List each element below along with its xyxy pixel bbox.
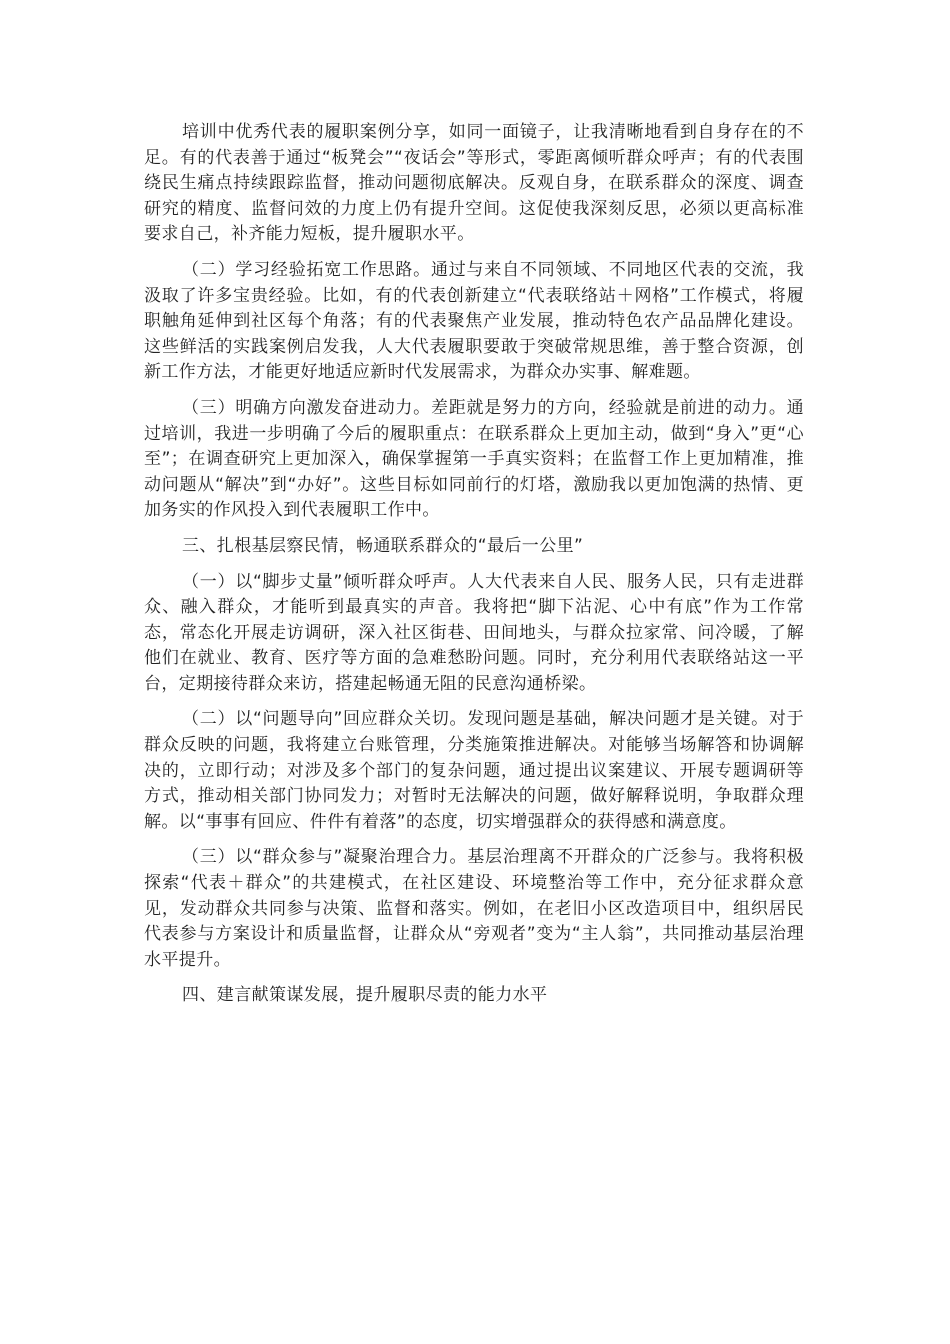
paragraph-problem-oriented: （二）以“问题导向”回应群众关切。发现问题是基础，解决问题才是关键。对于群众反映的问题，我将建立台账管理，分类施策推进解决。对能够当场解答和协调解决的，立即行动；对涉及多个部门的复杂问题，通过提出议案建议、开展专题调研等方式，推动相关部门协同发力；对暂时无法解决的问题，做好解释说明，争取群众理解。以“事事有回应、件件有着落”的态度，切实增强群众的获得感和满意度。 [144, 709, 804, 832]
paragraph-learning-experience: （二）学习经验拓宽工作思路。通过与来自不同领域、不同地区代表的交流，我汲取了许多宝贵经验。比如，有的代表创新建立“代表联络站＋网格”工作模式，将履职触角延伸到社区每个角落；有的代表聚焦产业发展，推动特色农产品品牌化建设。这些鲜活的实践案例启发我，人大代表履职要敢于突破常规思维，善于整合资源，创新工作方法，才能更好地适应新时代发展需求，为群众办实事、解难题。 [144, 259, 804, 383]
paragraph-public-participation: （三）以“群众参与”凝聚治理合力。基层治理离不开群众的广泛参与。我将积极探索“代表＋群众”的共建模式，在社区建设、环境整治等工作中，充分征求群众意见，发动群众共同参与决策、监督和落实。例如，在老旧小区改造项目中，组织居民代表参与方案设计和质量监督，让群众从“旁观者”变为“主人翁”，共同推动基层治理水平提升。 [144, 847, 804, 970]
paragraph-clear-direction: （三）明确方向激发奋进动力。差距就是努力的方向，经验就是前进的动力。通过培训，我进一步明确了今后的履职重点：在联系群众上更加主动，做到“身入”更“心至”；在调查研究上更加深入，确保掌握第一手真实资料；在监督工作上更加精准，推动问题从“解决”到“办好”。这些目标如同前行的灯塔，激励我以更加饱满的热情、更加务实的作风投入到代表履职工作中。 [144, 397, 804, 521]
paragraph-case-sharing: 培训中优秀代表的履职案例分享，如同一面镜子，让我清晰地看到自身存在的不足。有的代表善于通过“板凳会”“夜话会”等形式，零距离倾听群众呼声；有的代表围绕民生痛点持续跟踪监督，推动问题彻底解决。反观自身，在联系群众的深度、调查研究的精度、监督问效的力度上仍有提升空间。这促使我深刻反思，必须以更高标准要求自己，补齐能力短板，提升履职水平。 [144, 122, 804, 245]
section-heading-three: 三、扎根基层察民情，畅通联系群众的“最后一公里” [182, 535, 584, 556]
section-heading-four: 四、建言献策谋发展，提升履职尽责的能力水平 [182, 985, 548, 1006]
paragraph-listen-voices: （一）以“脚步丈量”倾听群众呼声。人大代表来自人民、服务人民，只有走进群众、融入群众，才能听到最真实的声音。我将把“脚下沾泥、心中有底”作为工作常态，常态化开展走访调研，深入社区街巷、田间地头，与群众拉家常、问冷暖，了解他们在就业、教育、医疗等方面的急难愁盼问题。同时，充分利用代表联络站这一平台，定期接待群众来访，搭建起畅通无阻的民意沟通桥梁。 [144, 571, 804, 694]
document-page [144, 120, 804, 1019]
